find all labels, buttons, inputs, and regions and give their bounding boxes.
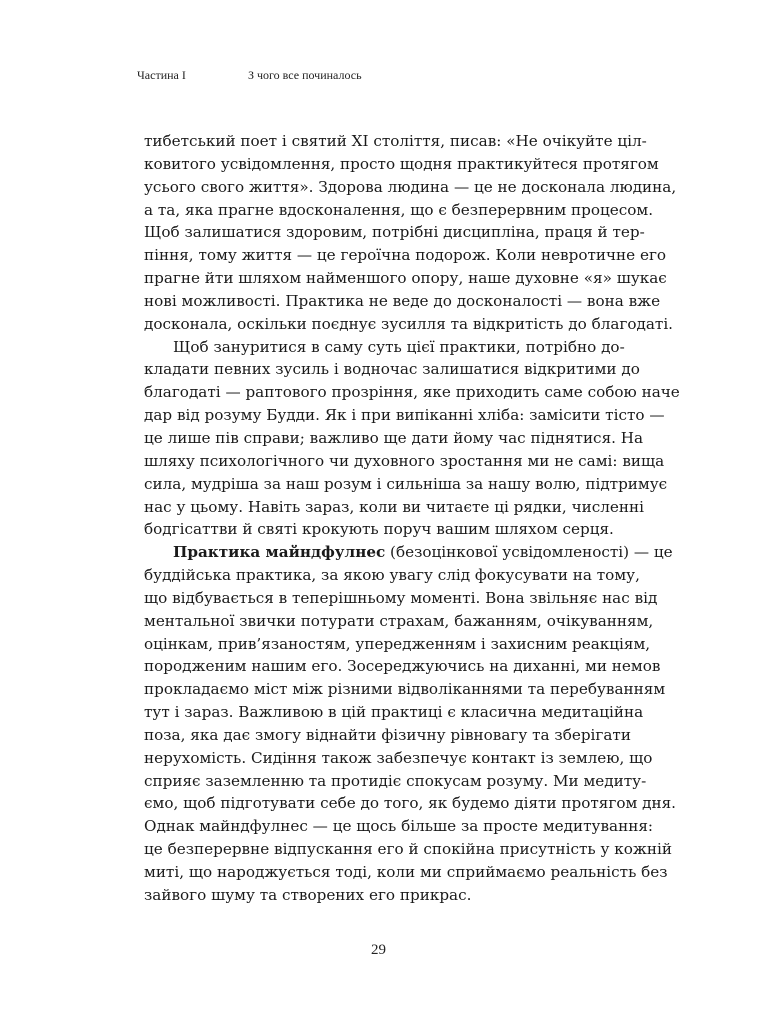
text-line: тут і зараз. Важливою в цій практиці є класична медитаційна: [144, 703, 644, 722]
text-line: зайвого шуму та створених его прикрас.: [144, 885, 472, 904]
text-line: дар від розуму Будди. Як і при випіканні хліба: замісити тісто —: [144, 406, 665, 425]
page-number: 29: [371, 942, 386, 958]
text-line: Однак майндфулнес — це щось більше за просте медитування:: [144, 817, 654, 836]
running-head-part: Частина І: [137, 68, 186, 82]
text-line: усього свого життя». Здорова людина — це не досконала людина,: [144, 177, 677, 196]
text-line: благодаті — раптового прозріння, яке приходить саме собою наче: [144, 383, 680, 402]
text-line: нерухомість. Сидіння також забезпечує контакт із землею, що: [144, 748, 653, 767]
text-line: тибетський поет і святий XI століття, писав: «Не очікуйте ціл-: [144, 132, 647, 150]
paragraph-first-line: Щоб зануритися в саму суть цієї практики, потрібно до-: [173, 337, 625, 356]
text-line: досконала, оскільки поєднує зусилля та відкритість до благодаті.: [144, 314, 674, 333]
text-line: нові можливості. Практика не веде до досконалості — вона вже: [144, 291, 661, 310]
text-line: прокладаємо міст між різними відволіканнями та перебуванням: [144, 680, 666, 699]
text-line: шляху психологічного чи духовного зростання ми не самі: вища: [144, 451, 665, 470]
text-line: сила, мудріша за наш розум і сильніша за нашу волю, підтримує: [144, 474, 668, 493]
text-line: буддійська практика, за якою увагу слід фокусувати на тому,: [144, 566, 640, 585]
text-line: нас у цьому. Навіть зараз, коли ви читаєте ці рядки, численні: [144, 497, 644, 516]
text-line: піння, тому життя — це героїчна подорож. Коли невротичне его: [144, 246, 667, 265]
text-line: ємо, щоб підготувати себе до того, як будемо діяти протягом дня.: [144, 794, 676, 813]
text-line: це лише пів справи; важливо ще дати йому час піднятися. На: [144, 428, 644, 447]
glossary-term: Практика майндфулнес: [173, 543, 386, 562]
text-line: а та, яка прагне вдосконалення, що є безперервним процесом.: [144, 200, 654, 219]
text-line: кладати певних зусиль і водночас залишатися відкритими до: [144, 360, 640, 379]
text-line: бодгісаттви й святі крокують поруч вашим шляхом серця.: [144, 520, 614, 539]
paragraph-first-line: [144, 541, 673, 564]
text-span: (безоцінкової усвідомленості) — це: [385, 543, 673, 562]
text-line: що відбувається в теперішньому моменті. Вона звільняє нас від: [144, 588, 658, 607]
text-line: оцінкам, прив’язаностям, упередженням і захисним реакціям,: [144, 634, 651, 653]
text-line: миті, що народжується тоді, коли ми сприймаємо реальність без: [144, 863, 668, 881]
text-line: ковитого усвідомлення, просто щодня практикуйтеся протягом: [144, 154, 659, 173]
text-line: породженим нашим его. Зосереджуючись на диханні, ми немов: [144, 657, 661, 676]
running-head-chapter: З чого все починалось: [248, 68, 362, 82]
text-line: ментальної звички потурати страхам, бажанням, очікуванням,: [144, 611, 654, 630]
text-line: поза, яка дає змогу віднайти фізичну рівновагу та зберігати: [144, 725, 631, 744]
text-line: сприяє заземленню та протидіє спокусам розуму. Ми медиту-: [144, 771, 647, 790]
text-line: Щоб залишатися здоровим, потрібні дисципліна, праця й тер-: [144, 223, 645, 242]
body-text: [144, 130, 680, 907]
text-line: це безперервне відпускання его й спокійна присутність у кожній: [144, 840, 672, 859]
text-line: прагне йти шляхом найменшого опору, наше духовне «я» шукає: [144, 269, 667, 288]
